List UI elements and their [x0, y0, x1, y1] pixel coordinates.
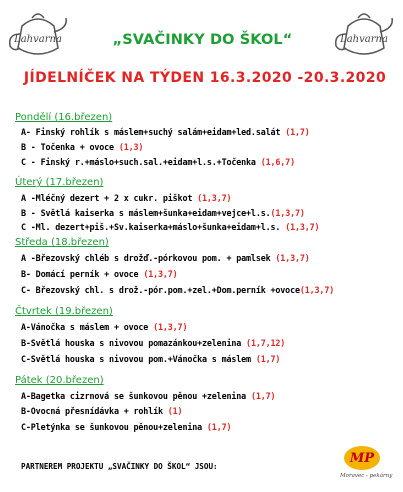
- teapot-logo-icon: [328, 8, 400, 68]
- menu-item: A -Březovský chléb s drožď.-pórkovou pom. + pamlsek (1,3,7): [21, 253, 310, 263]
- allergen-codes: (1,7,12): [246, 338, 286, 348]
- menu-item: A-Bagetka cizrnová se šunkovou pěnou +zelenina (1,7): [21, 391, 276, 401]
- page-title: „SVAČINKY DO ŠKOL“: [112, 32, 293, 48]
- allergen-codes: (1,3,7): [270, 208, 305, 218]
- allergen-codes: (1,3,7): [143, 269, 178, 279]
- allergen-codes: (1,7): [250, 391, 276, 401]
- menu-item: B-Světlá houska s nivovou pomazánkou+zelenina (1,7,12): [21, 338, 286, 348]
- allergen-codes: (1,3,7): [299, 285, 335, 295]
- day-heading-friday: Pátek (20.březen): [15, 375, 104, 386]
- allergen-codes: (1,3,7): [197, 193, 232, 203]
- partner-logo-caption: Moravec - pekárny: [340, 473, 393, 479]
- menu-item: A -Mléčný dezert + 2 x cukr. piškot (1,3,7): [21, 193, 232, 203]
- lahvarna-logo-right: [328, 8, 400, 68]
- menu-item: A- Finský rohlík s máslem+suchý salám+eidam+led.salát (1,7): [21, 127, 310, 137]
- allergen-codes: (1,3,7): [285, 222, 320, 232]
- day-heading-thursday: Čtvrtek (19.březen): [15, 306, 113, 317]
- partner-logo: [340, 446, 393, 488]
- menu-item: C -Ml. dezert+piš.+Sv.kaiserka+máslo+šunka+eidam+l.s. (1,3,7): [21, 222, 320, 232]
- allergen-codes: (1,3,7): [275, 253, 310, 263]
- allergen-codes: (1): [167, 406, 183, 416]
- menu-item: B-Ovocná přesnídávka + rohlík (1): [21, 406, 183, 416]
- allergen-codes: (1,3,7): [153, 322, 188, 332]
- mp-logo-icon: MP: [344, 446, 380, 470]
- day-heading-monday: Pondělí (16.březen): [15, 112, 113, 123]
- menu-item: C- Březovský chl. s drož.-pór.pom.+zel.+Dom.perník +ovoce(1,3,7): [21, 285, 335, 295]
- menu-item: B- Domácí perník + ovoce (1,3,7): [21, 269, 178, 279]
- allergen-codes: (1,7): [255, 354, 281, 364]
- menu-item: A-Vánočka s máslem + ovoce (1,3,7): [21, 322, 188, 332]
- logo-text: Lahvarna: [340, 34, 388, 45]
- day-heading-tuesday: Úterý (17.březen): [15, 177, 104, 188]
- menu-item: C-Světlá houska s nivovou pom.+Vánočka s máslem (1,7): [21, 354, 281, 364]
- allergen-codes: (1,3): [118, 142, 144, 152]
- allergen-codes: (1,6,7): [260, 157, 295, 167]
- allergen-codes: (1,7): [206, 422, 232, 432]
- menu-item: B - Světlá kaiserka s máslem+šunka+eidam+vejce+l.s.(1,3,7): [21, 208, 305, 218]
- lahvarna-logo-left: [2, 8, 74, 68]
- week-title: JÍDELNÍČEK NA TÝDEN 16.3.2020 -20.3.2020: [23, 70, 387, 86]
- menu-item: C-Pletýnka se šunkovou pěnou+zelenina (1,7): [21, 422, 232, 432]
- teapot-logo-icon: [2, 8, 74, 68]
- menu-item: C - Finský r.+máslo+such.sal.+eidam+l.s.+Točenka (1,6,7): [21, 157, 295, 167]
- menu-item: B - Točenka + ovoce (1,3): [21, 142, 144, 152]
- partner-text: PARTNEREM PROJEKTU „SVAČINKY DO ŠKOL“ JSOU:: [21, 462, 218, 471]
- day-heading-wednesday: Středa (18.březen): [15, 237, 109, 248]
- allergen-codes: (1,7): [285, 127, 310, 137]
- logo-text: Lahvarna: [14, 34, 62, 45]
